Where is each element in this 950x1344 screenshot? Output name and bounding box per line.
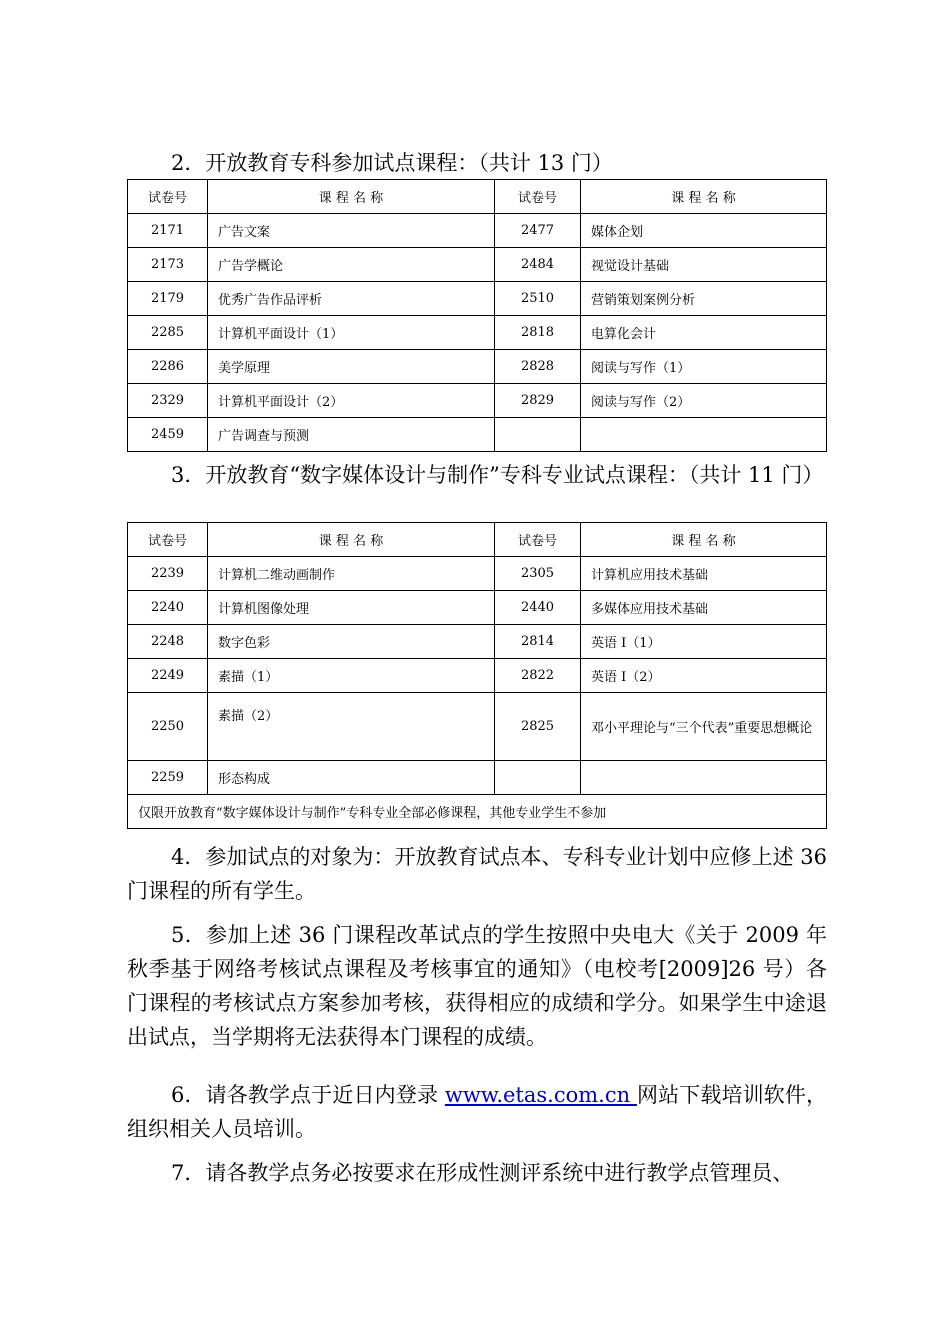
course-code: 2259 [128, 761, 208, 795]
course-name: 营销策划案例分析 [581, 282, 827, 316]
course-name: 广告文案 [208, 214, 495, 248]
course-code: 2239 [128, 557, 208, 591]
etas-website-link[interactable]: www.etas.com.cn [444, 1083, 637, 1107]
course-name: 英语 I（2） [581, 659, 827, 693]
course-name: 广告调查与预测 [208, 418, 495, 452]
course-code [495, 418, 581, 452]
header-name: 课 程 名 称 [208, 523, 495, 557]
course-code: 2173 [128, 248, 208, 282]
course-name: 素描（1） [208, 659, 495, 693]
table-row [128, 248, 827, 282]
table-row [128, 214, 827, 248]
course-code: 2286 [128, 350, 208, 384]
course-name: 计算机平面设计（2） [208, 384, 495, 418]
table-row [128, 384, 827, 418]
course-code: 2459 [128, 418, 208, 452]
course-code: 2285 [128, 316, 208, 350]
section-3-heading: 3．开放教育“数字媒体设计与制作”专科专业试点课程：（共计 11 门） [171, 463, 824, 487]
course-code: 2240 [128, 591, 208, 625]
course-name: 广告学概论 [208, 248, 495, 282]
course-code: 2818 [495, 316, 581, 350]
header-name: 课 程 名 称 [208, 180, 495, 214]
table-header-row [128, 180, 827, 214]
course-name: 电算化会计 [581, 316, 827, 350]
course-code: 2829 [495, 384, 581, 418]
course-code: 2484 [495, 248, 581, 282]
table-row [128, 282, 827, 316]
header-name: 课 程 名 称 [581, 523, 827, 557]
course-code: 2248 [128, 625, 208, 659]
course-name: 数字色彩 [208, 625, 495, 659]
course-name: 媒体企划 [581, 214, 827, 248]
paragraph-4: 4．参加试点的对象为：开放教育试点本、专科专业计划中应修上述 36 门课程的所有学生。 [127, 845, 827, 903]
table-row [128, 557, 827, 591]
course-code: 2477 [495, 214, 581, 248]
course-name: 美学原理 [208, 350, 495, 384]
course-code: 2171 [128, 214, 208, 248]
course-name: 邓小平理论与“三个代表”重要思想概论 [581, 693, 827, 761]
course-name: 计算机应用技术基础 [581, 557, 827, 591]
table-note-row [128, 795, 827, 829]
section-2-heading: 2．开放教育专科参加试点课程：（共计 13 门） [171, 151, 613, 175]
course-code: 2305 [495, 557, 581, 591]
table-row [128, 761, 827, 795]
course-name: 优秀广告作品评析 [208, 282, 495, 316]
table-header-row [128, 523, 827, 557]
course-name: 视觉设计基础 [581, 248, 827, 282]
table-row [128, 350, 827, 384]
course-code: 2814 [495, 625, 581, 659]
course-code [495, 761, 581, 795]
course-code: 2822 [495, 659, 581, 693]
course-name: 素描（2） [208, 693, 495, 761]
header-code: 试卷号 [495, 523, 581, 557]
paragraph-6 [127, 1078, 827, 1146]
section-2-course-table [127, 179, 827, 452]
course-name: 阅读与写作（2） [581, 384, 827, 418]
course-code: 2440 [495, 591, 581, 625]
paragraph-7: 7．请各教学点务必按要求在形成性测评系统中进行教学点管理员、 [171, 1161, 794, 1185]
table-row [128, 418, 827, 452]
course-name [581, 761, 827, 795]
header-name: 课 程 名 称 [581, 180, 827, 214]
paragraph-6-text: 6．请各教学点于近日内登录 [171, 1083, 445, 1107]
header-code: 试卷号 [128, 523, 208, 557]
course-code: 2250 [128, 693, 208, 761]
table-row [128, 316, 827, 350]
course-code: 2828 [495, 350, 581, 384]
course-code: 2249 [128, 659, 208, 693]
paragraph-5: 5．参加上述 36 门课程改革试点的学生按照中央电大《关于 2009 年秋季基于网络考核试点课程及考核事宜的通知》（电校考[2009]26 号）各门课程的考核试点方案参加考核，获得相应的成绩和学分。如果学生中途退出试点，当学期将无法获得本门课程的成绩。 [127, 923, 827, 1049]
table-row [128, 659, 827, 693]
course-name: 多媒体应用技术基础 [581, 591, 827, 625]
table-row [128, 693, 827, 761]
table-row [128, 591, 827, 625]
course-code: 2510 [495, 282, 581, 316]
course-name: 形态构成 [208, 761, 495, 795]
header-code: 试卷号 [495, 180, 581, 214]
course-name: 计算机平面设计（1） [208, 316, 495, 350]
paragraph-6-text: 网站下载培训软件，组织相关人员培训。 [127, 1083, 827, 1141]
course-name: 计算机图像处理 [208, 591, 495, 625]
course-code: 2825 [495, 693, 581, 761]
course-code: 2179 [128, 282, 208, 316]
course-code: 2329 [128, 384, 208, 418]
course-name: 阅读与写作（1） [581, 350, 827, 384]
header-code: 试卷号 [128, 180, 208, 214]
section-3-course-table [127, 522, 827, 829]
table-note: 仅限开放教育“数字媒体设计与制作”专科专业全部必修课程，其他专业学生不参加 [128, 795, 827, 829]
course-name: 英语 I（1） [581, 625, 827, 659]
course-name [581, 418, 827, 452]
table-row [128, 625, 827, 659]
course-name: 计算机二维动画制作 [208, 557, 495, 591]
